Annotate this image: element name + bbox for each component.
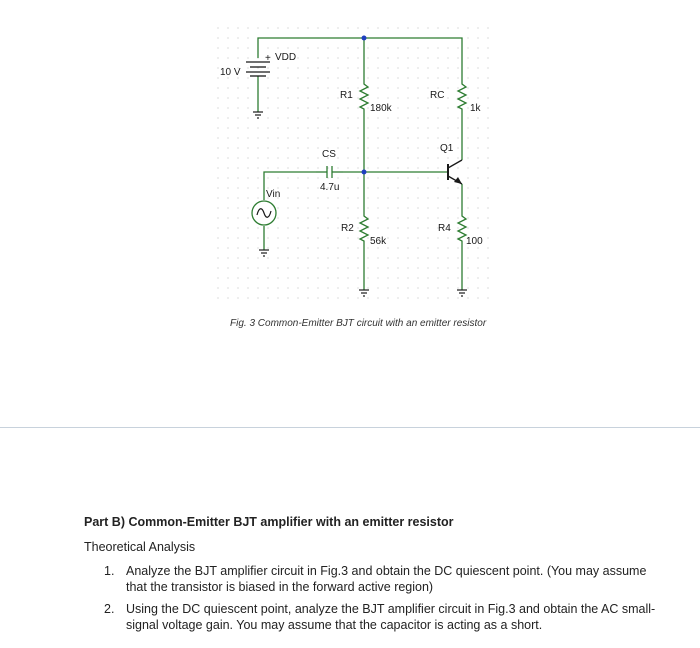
question-text: Analyze the BJT amplifier circuit in Fig.3 and obtain the DC quiescent point. (You may assume that the transistor is biased in the forward active region) (126, 564, 647, 594)
resistor-r4 (458, 212, 466, 244)
node-base (362, 170, 367, 175)
rc-value: 1k (470, 103, 481, 114)
question-number: 1. (104, 564, 115, 578)
ground-symbols (253, 112, 467, 296)
part-title: Part B) Common-Emitter BJT amplifier with an emitter resistor (84, 515, 454, 529)
vdd-value: 10 V (220, 67, 241, 78)
r2-value: 56k (370, 236, 387, 247)
r4-label: R4 (438, 223, 451, 234)
resistor-r1 (360, 80, 368, 112)
vdd-plus-label: + (265, 53, 271, 64)
ground-vin (259, 250, 269, 256)
r1-label: R1 (340, 90, 353, 101)
node-vdd-r1 (362, 36, 367, 41)
question-item (104, 601, 664, 633)
subheading: Theoretical Analysis (84, 540, 196, 554)
cs-label: CS (322, 149, 336, 160)
rc-label: RC (430, 90, 445, 101)
question-item (104, 563, 664, 595)
resistor-r2 (360, 212, 368, 244)
grid-dots (217, 27, 488, 298)
r1-value: 180k (370, 103, 392, 114)
question-list (104, 563, 664, 639)
r2-label: R2 (341, 223, 354, 234)
capacitor-cs (316, 166, 343, 178)
q1-label: Q1 (440, 143, 454, 154)
resistor-rc (458, 80, 466, 112)
question-text: Using the DC quiescent point, analyze the BJT amplifier circuit in Fig.3 and obtain the AC small-signal voltage gain. You may assume that the capacitor is acting as a short. (126, 602, 656, 632)
cs-value: 4.7u (320, 182, 340, 193)
vdd-label: VDD (275, 52, 297, 63)
ground-r4 (457, 290, 467, 296)
r4-value: 100 (466, 236, 483, 247)
transistor-q1 (448, 160, 462, 184)
vin-label: Vin (266, 189, 281, 200)
wires (258, 38, 462, 290)
question-number: 2. (104, 602, 115, 616)
figure-caption: Fig. 3 Common-Emitter BJT circuit with an emitter resistor (230, 318, 487, 329)
page-divider (0, 427, 700, 428)
ground-vdd (253, 112, 263, 118)
vin-source (252, 201, 276, 225)
ground-r2 (359, 290, 369, 296)
vdd-source (246, 62, 270, 76)
